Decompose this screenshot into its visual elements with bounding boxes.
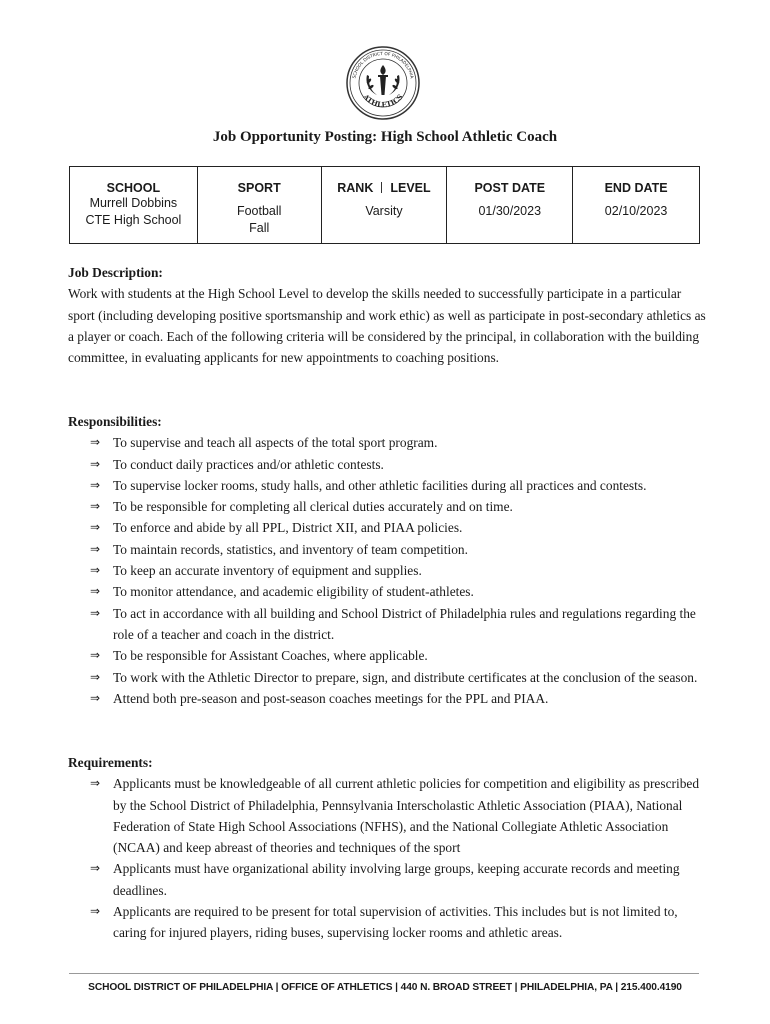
arrow-icon: ⇒ [90,456,101,471]
footer-contact: SCHOOL DISTRICT OF PHILADELPHIA | OFFICE OF ATHLETICS | 440 N. BROAD STREET | PHILADELPHIA, PA | 215.400.4190 [88,982,682,993]
page-title: Job Opportunity Posting: High School Athletic Coach [212,129,558,145]
cell-level: Varsity [321,195,447,244]
cell-post-date: 01/30/2023 [447,195,573,244]
athletics-seal-logo [345,45,421,121]
list-item: ⇒ To supervise locker rooms, study halls, and other athletic facilities during all practices and contests. [68,475,708,496]
responsibilities-section [68,411,708,709]
list-item: ⇒ To be responsible for Assistant Coaches, where applicable. [68,645,708,666]
list-item: ⇒ To be responsible for completing all clerical duties accurately and on time. [68,496,708,517]
list-item: ⇒ Applicants must have organizational ability involving large groups, keeping accurate records and meeting deadlines. [68,858,708,901]
footer-divider [69,973,699,974]
arrow-icon: ⇒ [90,669,101,684]
arrow-icon: ⇒ [90,776,101,791]
cell-school [70,195,198,244]
list-item: ⇒ Attend both pre-season and post-season coaches meetings for the PPL and PIAA. [68,688,708,709]
list-item: ⇒ To monitor attendance, and academic eligibility of student-athletes. [68,581,708,602]
responsibilities-heading: Responsibilities: [68,414,162,429]
torch-icon [378,65,388,95]
cell-end-date: 02/10/2023 [573,195,700,244]
arrow-icon: ⇒ [90,904,101,919]
job-description-heading: Job Description: [68,265,163,280]
arrow-icon: ⇒ [90,520,101,535]
list-item: ⇒ To conduct daily practices and/or athletic contests. [68,454,708,475]
header-post-date: POST DATE [447,167,573,196]
header-divider [381,182,382,193]
list-item: ⇒ To supervise and teach all aspects of the total sport program. [68,432,708,453]
list-item: ⇒ To maintain records, statistics, and inventory of team competition. [68,539,708,560]
header-school: SCHOOL [70,167,198,196]
posting-info-table [69,166,700,244]
job-description-text: Work with students at the High School Level to develop the skills needed to successfully participate in a particular sport (including developing positive sportsmanship and work ethic) as well as participate in post-secondary athletics as a player or coach. Each of the following criteria will be considered by the principal, in collaboration with the building committee, in evaluating applicants for new appointments to coaching positions. [68,286,706,366]
requirements-heading: Requirements: [68,755,153,770]
cell-school-line1: Murrell Dobbins [89,196,178,210]
svg-text:SCHOOL DISTRICT OF PHILADELPHI: SCHOOL DISTRICT OF PHILADELPHIA [352,51,414,80]
header-level: LEVEL [390,181,431,195]
list-item: ⇒ Applicants are required to be present for total supervision of activities. This includes but is not limited to, caring for injured players, riding buses, supervising locker rooms and athletic areas. [68,901,708,944]
arrow-icon: ⇒ [90,477,101,492]
requirements-list [68,773,708,943]
list-item: ⇒ To enforce and abide by all PPL, District XII, and PIAA policies. [68,517,708,538]
responsibilities-list [68,432,708,709]
requirements-section [68,752,708,944]
arrow-icon: ⇒ [90,861,101,876]
header-rank: RANK [337,181,374,195]
svg-text:ATHLETICS: ATHLETICS [361,92,405,110]
arrow-icon: ⇒ [90,499,101,514]
arrow-icon: ⇒ [90,435,101,450]
arrow-icon: ⇒ [90,605,101,620]
job-description-section [68,262,708,368]
list-item: ⇒ Applicants must be knowledgeable of all current athletic policies for competition and eligibility as prescribed by the School District of Philadelphia, Pennsylvania Interscholastic Athletic Association (PIAA), National Federation of State High School Associations (NFHS), and the National Collegiate Athletic Association (NCAA) and keep abreast of theories and techniques of the sport [68,773,708,858]
cell-school-line2: CTE High School [85,213,182,227]
arrow-icon: ⇒ [90,648,101,663]
arrow-icon: ⇒ [90,690,101,705]
list-item: ⇒ To act in accordance with all building and School District of Philadelphia rules and regulations regarding the role of a teacher and coach in the district. [68,603,708,646]
header-rank-level [321,167,447,196]
cell-sport-line1: Football [236,204,282,218]
cell-sport-line2: Fall [249,221,270,235]
header-end-date: END DATE [573,167,700,196]
list-item: ⇒ To work with the Athletic Director to prepare, sign, and distribute certificates at the conclusion of the season. [68,667,708,688]
arrow-icon: ⇒ [90,584,101,599]
arrow-icon: ⇒ [90,541,101,556]
arrow-icon: ⇒ [90,563,101,578]
list-item: ⇒ To keep an accurate inventory of equipment and supplies. [68,560,708,581]
header-sport: SPORT [197,167,321,196]
cell-sport [197,195,321,244]
